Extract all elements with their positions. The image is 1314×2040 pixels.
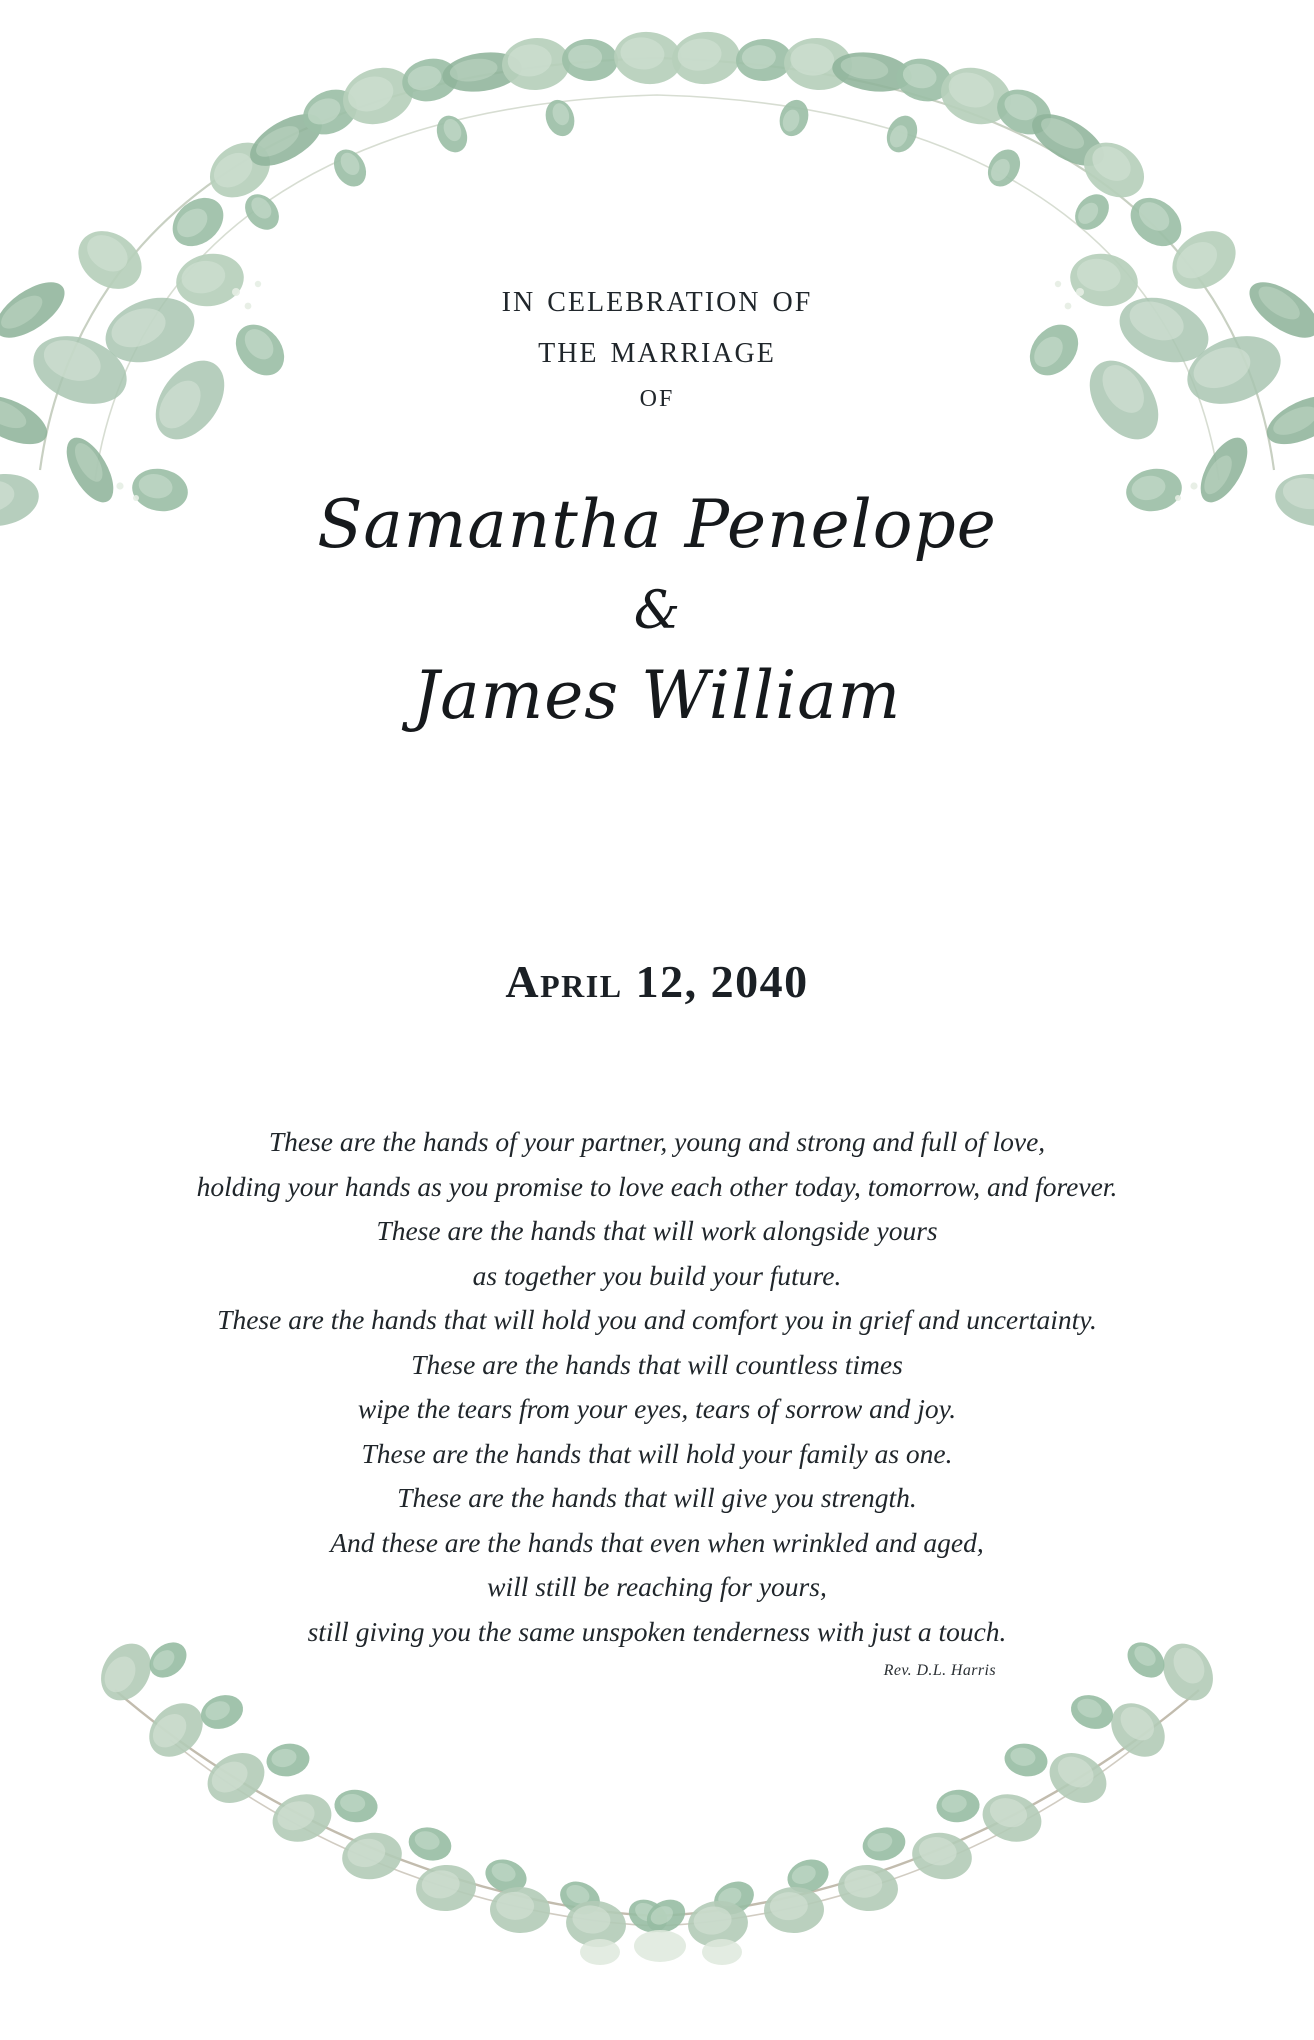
- poem-line: These are the hands that will countless times: [411, 1348, 903, 1380]
- poem-line: These are the hands that will give you strength.: [397, 1482, 917, 1514]
- poem-line: These are the hands that will work alongside yours: [376, 1215, 938, 1247]
- poem-line: still giving you the same unspoken tenderness with just a touch.: [307, 1616, 1007, 1648]
- poem-block: [92, 1120, 1222, 1655]
- poem-line: will still be reaching for yours,: [487, 1571, 827, 1603]
- heading-line-1: in celebration of: [501, 275, 813, 320]
- poem-line: These are the hands that will hold your family as one.: [361, 1437, 953, 1469]
- groom-name: James William: [412, 657, 902, 735]
- poem-line: as together you build your future.: [472, 1259, 842, 1291]
- poem-line: These are the hands of your partner, young and strong and full of love,: [268, 1126, 1046, 1157]
- wedding-date: April 12, 2040: [505, 956, 809, 1007]
- poem-attribution: Rev. D.L. Harris: [883, 1662, 996, 1679]
- ampersand: &: [633, 581, 681, 642]
- page-title: [277, 272, 1037, 418]
- poem-line: And these are the hands that even when wrinkled and aged,: [330, 1526, 984, 1558]
- poem-line: wipe the tears from your eyes, tears of sorrow and joy.: [357, 1393, 957, 1425]
- bride-name: Samantha Penelope: [317, 486, 997, 563]
- heading-line-2: the marriage: [538, 326, 776, 372]
- couple-names: [207, 486, 1107, 735]
- heading-line-3: of: [639, 377, 675, 415]
- poem-line: These are the hands that will hold you and comfort you in grief and uncertainty.: [217, 1304, 1097, 1336]
- poem-line: holding your hands as you promise to love each other today, tomorrow, and forever.: [196, 1170, 1118, 1202]
